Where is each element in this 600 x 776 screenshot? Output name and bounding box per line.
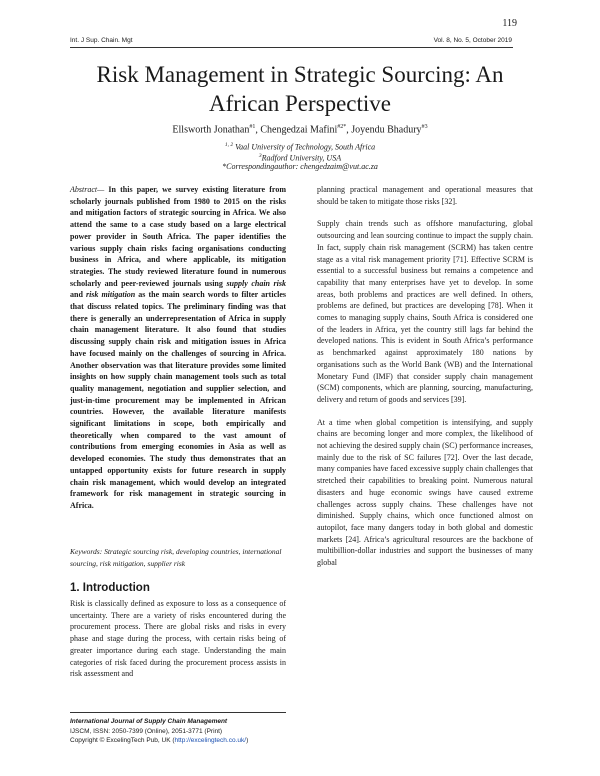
- right-column: [317, 184, 533, 580]
- footer-close: ): [246, 737, 249, 744]
- section-heading-introduction: 1. Introduction: [70, 582, 150, 594]
- affiliation-1-text: Vaal University of Technology, South Africa: [235, 142, 376, 152]
- footer-issn: IJSCM, ISSN: 2050-7399 (Online), 2051-3771 (Print): [70, 727, 223, 735]
- right-paragraph-1: planning practical management and operational measures that should be taken to mitigate those risks [32].: [317, 185, 533, 206]
- footer-copyright-line: [70, 736, 248, 746]
- abstract-keyword-1: supply chain risk: [226, 278, 286, 288]
- author-2-mark: #2*: [337, 124, 347, 130]
- footer-rule: [70, 712, 286, 713]
- header-volume: Vol. 8, No. 5, October 2019: [433, 37, 512, 44]
- abstract: [70, 184, 286, 512]
- author-list: Ellsworth Jonathan$^{\#1}$, Chengedzai Mafini$^{\#2*}$, Joyendu Bhadury$^{\#3}$: [172, 124, 428, 136]
- footer-copyright: Copyright © ExcelingTech Pub, UK (: [70, 737, 175, 744]
- footer-journal: International Journal of Supply Chain Management: [70, 718, 228, 725]
- author-1: Ellsworth Jonathan: [172, 124, 250, 136]
- abstract-text-1: In this paper, we survey existing literature from scholarly journals published from 1980 to 2015 on the risks and mitigation factors of strategic sourcing in Africa. We also attend the same to a case study based on a large electrical power provider in South Africa. The paper identifies the various supply chain risks facing organisations conducting business in Africa, and where applicable, its mitigation strategies. The study reviewed literature found in numerous scholarly and peer-reviewed journals using: [70, 185, 286, 288]
- header-rule: [70, 47, 513, 48]
- right-paragraph-3: At a time when global competition is intensifying, and supply chains are becoming longer and more complex, the likelihood of not achieving the desired supply chain (SC) performance increases, mainly due to the risk of SC failures [72]. Over the last decade, many companies have faced excessive supply chain challenges that stretched their capabilities to breaking point. Numerous natural disasters and huge economic swings have caused extreme challenges across supply chains. These challenges have not diminished. Supply chains, which once functioned almost on autopilot, face many dangers today in both global and domestic markets [24]. Africa’s agricultural resources are the backbone of multibillion-dollar industries and support the businesses of many global: [317, 417, 533, 568]
- footer-link[interactable]: http://excelingtech.co.uk/: [174, 737, 247, 744]
- abstract-dash: —: [97, 185, 109, 194]
- abstract-and: and: [70, 290, 86, 300]
- affiliation-1-mark: 1, 2: [224, 142, 234, 148]
- right-paragraph-2: Supply chain trends such as offshore manufacturing, global outsourcing and lean sourcing continue to impact the supply chain. In fact, supply chain risk management (SCRM) has taken centre stage as a vital risk management priority [71]. Effective SCRM is essential to a successful business but remains a competence and capability that many enterprises have yet to develop. In some areas, both problems and practices are well defined. In others, problems are defined, but practices are developing [78]. When it comes to managing supply chains, South Africa is considered one of the leaders in Africa, yet the country still lags far behind the developed nations. This is evident in South Africa’s performance as benchmarked against approximately 180 nations by organisations such as the World Bank (WB) and the International Monetary Fund (IMF) that consider supply chain management (SCM) components, which are planning, sourcing, manufacturing, delivery and return of goods and services [39].: [317, 219, 533, 404]
- affiliation-2-text: Radford University, USA: [261, 153, 342, 163]
- header-journal: Int. J Sup. Chain. Mgt: [70, 37, 133, 44]
- abstract-text-2: as the main search words to filter articles that discuss related topics. The preliminary finding was that there is generally an underrepresentation of Africa in supply chain management literature. It also found that studies discussing supply chain risk and mitigation issues in Africa have focused mainly on the challenges of sourcing in Africa. Another observation was that literature provides some limited insights on how supply chain management tools such as total quality management, negotiation and supplier selection, and just-in-time procurement may be implemented in African countries. However, the available literature manifests significant limitations in scope, both empirically and theoretically when compared to the vast amount of contributions from emerging economies in Asia as well as developed economies. The study thus demonstrates that an untapped opportunity exists for future research in supply chain risk management, which would develop an integrated framework for risk management in strategic sourcing in Africa.: [70, 290, 287, 510]
- author-2: Chengedzai Mafini: [260, 124, 338, 136]
- author-1-mark: #1: [249, 124, 256, 130]
- abstract-label: Abstract: [70, 185, 98, 194]
- author-3: Joyendu Bhadury: [351, 124, 422, 136]
- footer: [70, 717, 248, 746]
- corresponding-author: *Correspondingauthor: chengedzaim@vut.ac.za: [222, 162, 378, 171]
- affiliation-2-mark: 3: [258, 153, 262, 159]
- intro-paragraph: Risk is classically defined as exposure to loss as a consequence of uncertainty. There are a variety of risks encountered during the procurement process. There are global risks and risks in every phase and stage during the process, with certain risks being of greater importance during each stage. Understanding the main categories of risk faced during the procurement process assists in risk assessment and: [70, 599, 286, 679]
- keywords: Keywords: Strategic sourcing risk, developing countries, international sourcing, risk mitigation, supplier risk: [70, 547, 282, 568]
- introduction-text: [70, 598, 286, 680]
- abstract-keyword-2: risk mitigation: [85, 290, 136, 300]
- paper-title: Risk Management in Strategic Sourcing: An African Perspective: [96, 62, 504, 116]
- author-3-mark: #3: [421, 124, 428, 130]
- page-number: 119: [502, 18, 517, 29]
- running-header: [70, 37, 512, 44]
